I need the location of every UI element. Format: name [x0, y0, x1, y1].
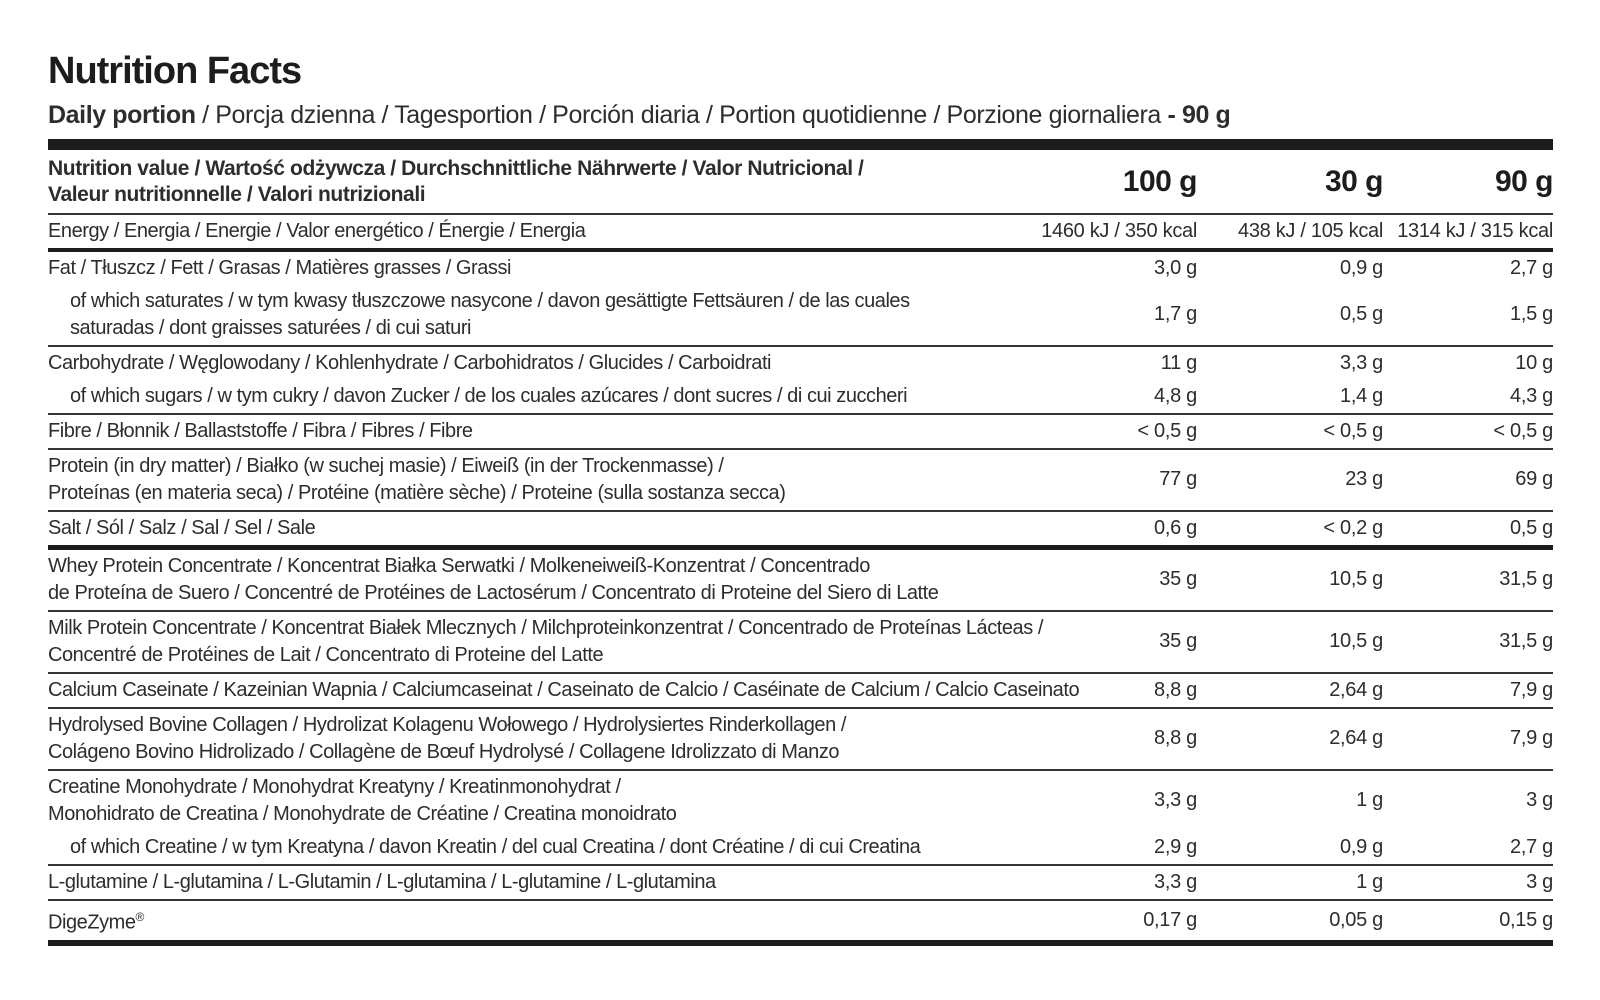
nutrient-row-l-glutamine [48, 866, 1553, 901]
value-30g-sugars: 1,4 g [1340, 384, 1383, 407]
value-90g-milk-protein-concentrate: 31,5 g [1499, 630, 1553, 653]
nutrient-row-salt [48, 512, 1553, 550]
column-header-100g: 100 g [1122, 164, 1197, 198]
nutrient-row-sugars [48, 380, 1553, 415]
value-100g-l-glutamine: 3,3 g [1154, 870, 1197, 893]
nutrient-label-calcium-caseinate [48, 677, 1080, 704]
value-90g-whey-protein-concentrate: 31,5 g [1499, 568, 1553, 591]
value-100g-digezyme: 0,17 g [1143, 908, 1197, 931]
value-90g-fibre: < 0,5 g [1493, 419, 1553, 442]
nutrient-label-hydrolysed-bovine-collagen [48, 712, 1039, 766]
value-30g-whey-protein-concentrate: 10,5 g [1329, 568, 1383, 591]
value-100g-creatine: 2,9 g [1154, 835, 1197, 858]
nutrient-row-fibre [48, 415, 1553, 450]
nutrient-label-creatine [48, 834, 1039, 861]
nutrient-row-energy [48, 215, 1553, 252]
value-30g-digezyme: 0,05 g [1329, 908, 1383, 931]
nutrient-label-line: Calcium Caseinate / Kazeinian Wapnia / Calciumcaseinat / Caseinato de Calcio / Caséinate de Calcium / Calcio Caseinato [48, 678, 1080, 701]
nutrient-label-line: Salt / Sól / Salz / Sal / Sel / Sale [48, 516, 316, 539]
nutrient-label-line: Concentré de Protéines de Lait / Concentrato di Proteine del Latte [48, 643, 604, 666]
nutrient-label-fibre [48, 418, 1039, 445]
nutrient-row-carbohydrate [48, 347, 1553, 380]
nutrient-row-calcium-caseinate [48, 674, 1553, 709]
value-30g-carbohydrate: 3,3 g [1340, 351, 1383, 374]
daily-portion-lead: Daily portion [48, 100, 196, 129]
value-90g-calcium-caseinate: 7,9 g [1510, 678, 1553, 701]
page-title: Nutrition Facts [48, 50, 302, 92]
value-30g-creatine: 0,9 g [1340, 835, 1383, 858]
daily-portion-translations: / Porcja dzienna / Tagesportion / Porción diaria / Portion quotidienne / Porzione giornaliera [195, 100, 1168, 129]
value-90g-creatine: 2,7 g [1510, 835, 1553, 858]
value-90g-carbohydrate: 10 g [1515, 351, 1553, 374]
value-30g-protein: 23 g [1345, 468, 1383, 491]
value-90g-salt: 0,5 g [1510, 516, 1553, 539]
value-30g-hydrolysed-bovine-collagen: 2,64 g [1329, 727, 1383, 750]
nutrient-label-line: of which sugars / w tym cukry / davon Zucker / de los cuales azúcares / dont sucres / di cui zuccheri [70, 384, 908, 407]
nutrient-label-line: Protein (in dry matter) / Białko (w suchej masie) / Eiweiß (in der Trockenmasse) / [48, 454, 724, 477]
nutrient-label-line: de Proteína de Suero / Concentré de Protéines de Lactosérum / Concentrato di Proteine del Siero di Latte [48, 581, 939, 604]
nutrient-row-protein [48, 450, 1553, 512]
nutrient-label-line: Carbohydrate / Węglowodany / Kohlenhydrate / Carbohidratos / Glucides / Carboidrati [48, 351, 772, 374]
value-90g-l-glutamine: 3 g [1526, 870, 1553, 893]
header-separator-bar [48, 139, 1553, 150]
nutrient-label-protein [48, 453, 1039, 507]
daily-portion-subtitle [48, 100, 1553, 130]
value-100g-whey-protein-concentrate: 35 g [1159, 568, 1197, 591]
value-100g-saturates: 1,7 g [1154, 303, 1197, 326]
nutrient-label-line: Hydrolysed Bovine Collagen / Hydrolizat Kolagenu Wołowego / Hydrolysiertes Rinderkollagen / [48, 713, 846, 736]
nutrient-label-line: of which Creatine / w tym Kreatyna / davon Kreatin / del cual Creatina / dont Créatine / di cui Creatina [70, 835, 921, 858]
value-30g-calcium-caseinate: 2,64 g [1329, 678, 1383, 701]
nutrient-label-digezyme [48, 904, 1039, 937]
nutrient-label-sugars [48, 383, 1039, 410]
value-30g-fat: 0,9 g [1340, 256, 1383, 279]
value-100g-salt: 0,6 g [1154, 516, 1197, 539]
nutrient-label-whey-protein-concentrate [48, 553, 1039, 607]
value-100g-carbohydrate: 11 g [1160, 351, 1197, 374]
value-90g-protein: 69 g [1515, 468, 1553, 491]
nutrient-label-line: Whey Protein Concentrate / Koncentrat Białka Serwatki / Molkeneiweiß-Konzentrat / Concentrado [48, 554, 870, 577]
value-90g-digezyme: 0,15 g [1499, 908, 1553, 931]
value-30g-l-glutamine: 1 g [1356, 870, 1383, 893]
nutrient-label-line: saturadas / dont graisses saturées / di cui saturi [70, 316, 472, 339]
nutrient-label-line: Monohidrato de Creatina / Monohydrate de Créatine / Creatina monoidrato [48, 802, 677, 825]
column-header-30g: 30 g [1324, 164, 1383, 198]
nutrient-label-line: Creatine Monohydrate / Monohydrat Kreatyny / Kreatinmonohydrat / [48, 775, 621, 798]
value-30g-milk-protein-concentrate: 10,5 g [1329, 630, 1383, 653]
table-header-label-line1: Nutrition value / Wartość odżywcza / Durchschnittliche Nährwerte / Valor Nutricional / [48, 156, 864, 180]
value-100g-creatine-monohydrate: 3,3 g [1154, 789, 1197, 812]
nutrient-row-fat [48, 252, 1553, 285]
nutrient-label-fat [48, 255, 1039, 282]
value-90g-saturates: 1,5 g [1510, 303, 1553, 326]
value-90g-hydrolysed-bovine-collagen: 7,9 g [1510, 727, 1553, 750]
value-30g-saturates: 0,5 g [1340, 303, 1383, 326]
value-30g-fibre: < 0,5 g [1323, 419, 1383, 442]
nutrient-row-hydrolysed-bovine-collagen [48, 709, 1553, 771]
registered-trademark-symbol: ® [135, 909, 144, 924]
nutrient-row-whey-protein-concentrate [48, 550, 1553, 612]
nutrient-label-salt [48, 515, 1039, 542]
nutrition-table-body [48, 215, 1553, 940]
value-30g-salt: < 0,2 g [1323, 516, 1383, 539]
value-100g-protein: 77 g [1159, 468, 1197, 491]
value-100g-milk-protein-concentrate: 35 g [1159, 630, 1197, 653]
nutrient-label-line: of which saturates / w tym kwasy tłuszczowe nasycone / davon gesättigte Fettsäuren / de las cuales [70, 289, 910, 312]
nutrient-label-creatine-monohydrate [48, 774, 1039, 828]
nutrient-label-milk-protein-concentrate [48, 615, 1043, 669]
footer-separator-bar [48, 940, 1553, 946]
value-90g-fat: 2,7 g [1510, 256, 1553, 279]
value-100g-calcium-caseinate: 8,8 g [1154, 678, 1197, 701]
nutrient-label-energy [48, 218, 1039, 245]
nutrient-row-saturates [48, 285, 1553, 347]
nutrient-label-line: Fibre / Błonnik / Ballaststoffe / Fibra / Fibres / Fibre [48, 419, 473, 442]
nutrient-label-line: Milk Protein Concentrate / Koncentrat Białek Mlecznych / Milchproteinkonzentrat / Concentrado de Proteínas Lácteas / [48, 616, 1043, 639]
nutrient-label-carbohydrate [48, 350, 1039, 377]
value-100g-hydrolysed-bovine-collagen: 8,8 g [1154, 727, 1197, 750]
nutrient-label-line: Energy / Energia / Energie / Valor energético / Énergie / Energia [48, 219, 586, 242]
nutrient-label-l-glutamine [48, 869, 1039, 896]
value-30g-creatine-monohydrate: 1 g [1356, 789, 1383, 812]
nutrient-label-line: Proteínas (en materia seca) / Protéine (matière sèche) / Proteine (sulla sostanza secca) [48, 481, 786, 504]
daily-portion-amount: - 90 g [1167, 100, 1231, 129]
value-100g-energy: 1460 kJ / 350 kcal [1041, 219, 1197, 242]
value-30g-energy: 438 kJ / 105 kcal [1238, 219, 1383, 242]
value-100g-sugars: 4,8 g [1154, 384, 1197, 407]
nutrient-label-line: Colágeno Bovino Hidrolizado / Collagène de Bœuf Hydrolysé / Collagene Idrolizzato di Manzo [48, 740, 840, 763]
nutrient-row-digezyme [48, 901, 1553, 940]
table-header-row [48, 150, 1553, 215]
value-100g-fat: 3,0 g [1154, 256, 1197, 279]
table-header-label [48, 156, 1039, 208]
nutrient-row-milk-protein-concentrate [48, 612, 1553, 674]
table-header-label-line2: Valeur nutritionnelle / Valori nutrizionali [48, 182, 426, 206]
nutrient-row-creatine-monohydrate [48, 771, 1553, 831]
value-90g-creatine-monohydrate: 3 g [1526, 789, 1553, 812]
value-90g-sugars: 4,3 g [1510, 384, 1553, 407]
nutrient-label-line: Fat / Tłuszcz / Fett / Grasas / Matières grasses / Grassi [48, 256, 511, 279]
value-90g-energy: 1314 kJ / 315 kcal [1397, 219, 1553, 242]
nutrient-row-creatine [48, 831, 1553, 866]
nutrient-label-saturates [48, 288, 1039, 342]
value-100g-fibre: < 0,5 g [1137, 419, 1197, 442]
nutrient-label-line: DigeZyme® [48, 909, 144, 934]
column-header-90g: 90 g [1494, 164, 1553, 198]
nutrient-label-line: L-glutamine / L-glutamina / L-Glutamin / L-glutamina / L-glutamine / L-glutamina [48, 870, 716, 893]
